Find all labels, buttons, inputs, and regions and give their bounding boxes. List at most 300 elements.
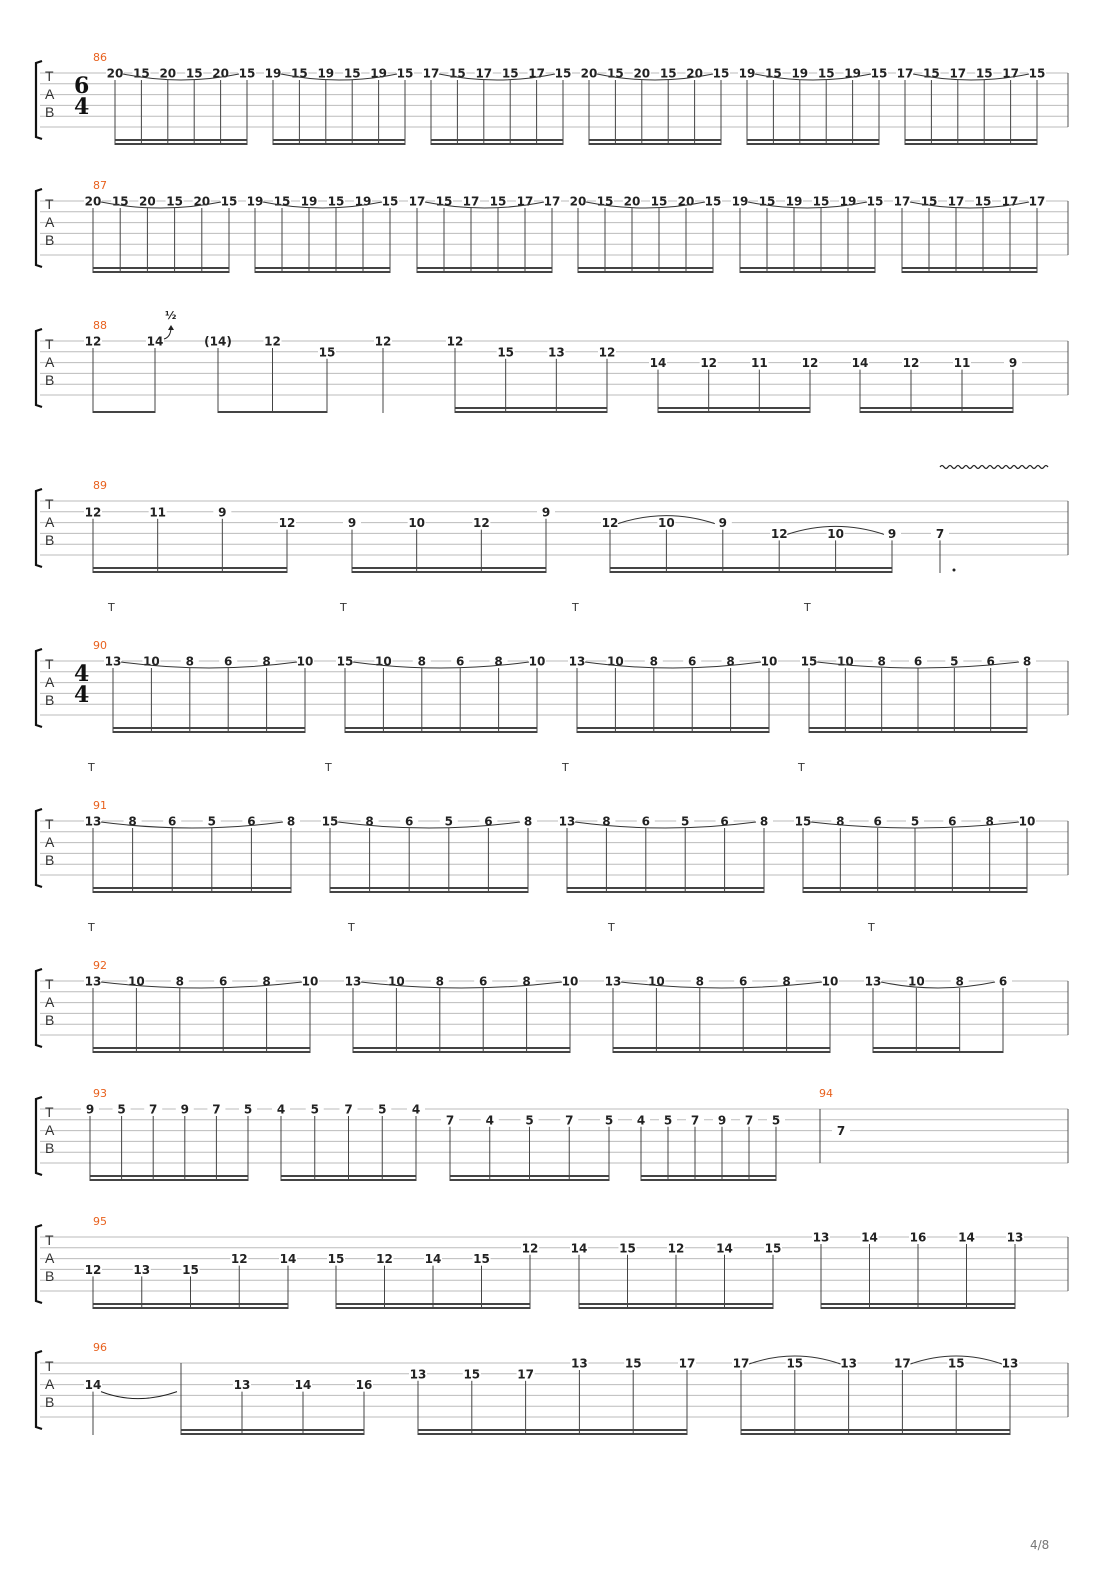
tab-clef-letter: B [45, 1268, 55, 1284]
fret-number: 8 [522, 974, 531, 989]
tab-clef-letter: A [45, 354, 55, 370]
fret-number: 4 [485, 1113, 494, 1128]
beam [641, 1179, 776, 1181]
fret-number: 16 [355, 1378, 373, 1393]
beam [255, 271, 390, 273]
fret-number: 14 [716, 1241, 733, 1256]
fret-number: 8 [695, 974, 704, 989]
measure-number: 87 [93, 179, 107, 192]
fret-number: 8 [602, 814, 611, 829]
beam [93, 271, 229, 273]
beam [353, 1047, 570, 1049]
tab-clef-letter: A [45, 994, 55, 1010]
beam [273, 143, 405, 145]
beam [455, 411, 607, 413]
beam [610, 571, 892, 573]
beam [281, 1175, 416, 1177]
tab-clef-letter: T [45, 1104, 54, 1120]
fret-number: 15 [812, 194, 830, 209]
beam [93, 1051, 310, 1053]
fret-number: 15 [435, 194, 453, 209]
fret-number: 15 [596, 194, 614, 209]
fret-number: 12 [376, 1252, 393, 1267]
fret-number: 20 [677, 194, 695, 209]
fret-number: 15 [185, 66, 203, 81]
fret-number: 17 [678, 1356, 696, 1371]
beam [93, 1307, 288, 1309]
fret-number: 14 [279, 1252, 297, 1267]
fret-number: 12 [770, 526, 788, 541]
fret-number: 10 [143, 654, 160, 669]
tab-clef-letter: B [45, 1140, 55, 1156]
tap-marker: T [798, 761, 805, 774]
fret-number: 20 [159, 66, 177, 81]
fret-number: 9 [717, 1113, 727, 1128]
fret-number: 12 [598, 345, 616, 360]
beam [902, 267, 1037, 269]
fret-number: 8 [286, 814, 296, 829]
fret-number: 14 [294, 1378, 312, 1393]
tap-marker: T [348, 921, 355, 934]
fret-number: 7 [212, 1102, 221, 1117]
fret-number: 15 [704, 194, 722, 209]
vibrato-mark [940, 466, 1048, 469]
fret-number: 15 [870, 66, 888, 81]
beam [821, 1307, 1015, 1309]
beam [345, 731, 537, 733]
fret-number: 6 [456, 654, 465, 669]
fret-number: 17 [422, 66, 440, 81]
beam [613, 1047, 830, 1049]
fret-number: 12 [84, 505, 102, 520]
fret-number: 7 [690, 1113, 700, 1128]
tab-clef-letter: A [45, 214, 55, 230]
fret-number: 6 [986, 654, 995, 669]
fret-number: 20 [212, 66, 229, 81]
beam [113, 727, 305, 729]
fret-number: 9 [887, 526, 897, 541]
fret-number: 5 [771, 1113, 781, 1128]
bend-amount: ½ [165, 309, 177, 322]
fret-number: 17 [517, 1367, 534, 1382]
beam [352, 571, 546, 573]
beam [589, 143, 721, 145]
measure-number: 93 [93, 1087, 107, 1100]
tab-clef-letter: B [45, 232, 55, 248]
fret-number: 13 [1001, 1356, 1019, 1371]
fret-number: 14 [570, 1241, 588, 1256]
fret-number: 15 [463, 1367, 481, 1382]
beam [905, 143, 1037, 145]
fret-number: 13 [604, 974, 622, 989]
beam [450, 1175, 609, 1177]
fret-number: 10 [528, 654, 546, 669]
fret-number: 5 [663, 1113, 673, 1128]
beam [902, 271, 1037, 273]
fret-number: 4 [276, 1102, 286, 1117]
fret-number: 15 [800, 654, 818, 669]
fret-number: 14 [84, 1378, 102, 1393]
fret-number: 16 [909, 1230, 927, 1245]
beam [417, 267, 552, 269]
beam [578, 267, 713, 269]
beam [747, 143, 879, 145]
fret-number: 19 [264, 66, 282, 81]
fret-number: 8 [435, 974, 444, 989]
measure-number: 96 [93, 1341, 107, 1354]
fret-number: 20 [569, 194, 587, 209]
fret-number: 15 [764, 1241, 782, 1256]
fret-number: 15 [786, 1356, 804, 1371]
beam [93, 567, 287, 569]
fret-number: 13 [864, 974, 882, 989]
fret-number: 7 [744, 1113, 754, 1128]
fret-number: 13 [1006, 1230, 1024, 1245]
fret-number: 8 [128, 814, 137, 829]
fret-number: (14) [204, 334, 232, 349]
beam [418, 1429, 687, 1431]
fret-number: 10 [760, 654, 778, 669]
fret-number: 15 [327, 194, 345, 209]
beam [181, 1433, 364, 1435]
fret-number: 15 [343, 66, 361, 81]
fret-number: 11 [953, 356, 971, 371]
fret-number: 15 [336, 654, 354, 669]
fret-number: 15 [321, 814, 339, 829]
tab-clef-letter: A [45, 1376, 55, 1392]
fret-number: 6 [224, 654, 233, 669]
time-signature-numerator: 6 [74, 73, 90, 99]
beam [578, 271, 713, 273]
fret-number: 15 [182, 1262, 199, 1277]
fret-number: 17 [894, 1356, 911, 1371]
fret-number: 20 [623, 194, 641, 209]
fret-number: 14 [424, 1252, 442, 1267]
fret-number: 14 [861, 1230, 878, 1245]
fret-number: 20 [193, 194, 211, 209]
beam [821, 1303, 1015, 1305]
tap-marker: T [572, 601, 579, 614]
fret-number: 17 [475, 66, 493, 81]
fret-number: 8 [836, 814, 845, 829]
fret-number: 15 [318, 345, 336, 360]
fret-number: 4 [411, 1102, 421, 1117]
beam [90, 1179, 248, 1181]
beam [93, 571, 287, 573]
fret-number: 6 [720, 814, 729, 829]
slur [881, 982, 995, 988]
measure-number: 94 [819, 1087, 833, 1100]
fret-number: 13 [104, 654, 122, 669]
tap-marker: T [88, 921, 95, 934]
fret-number: 8 [955, 974, 964, 989]
beam [336, 1307, 530, 1309]
tap-marker: T [325, 761, 332, 774]
fret-number: 13 [840, 1356, 857, 1371]
fret-number: 6 [948, 814, 957, 829]
beam [255, 267, 390, 269]
beam [336, 1303, 530, 1305]
fret-number: 8 [523, 814, 533, 829]
tap-marker: T [340, 601, 347, 614]
fret-number: 8 [877, 654, 886, 669]
dot [953, 569, 956, 572]
fret-number: 12 [446, 334, 464, 349]
fret-number: 14 [649, 356, 667, 371]
fret-number: 19 [354, 194, 372, 209]
fret-number: 7 [445, 1113, 455, 1128]
tab-clef-letter: T [45, 976, 54, 992]
beam [93, 411, 155, 413]
fret-number: 5 [950, 654, 959, 669]
fret-number: 8 [365, 814, 374, 829]
fret-number: 15 [554, 66, 572, 81]
fret-number: 15 [947, 1356, 965, 1371]
fret-number: 15 [220, 194, 238, 209]
fret-number: 19 [300, 194, 318, 209]
beam [741, 1433, 1010, 1435]
fret-number: 15 [975, 66, 993, 81]
fret-number: 15 [273, 194, 291, 209]
fret-number: 15 [111, 194, 129, 209]
tab-clef-letter: A [45, 1250, 55, 1266]
fret-number: 13 [409, 1367, 427, 1382]
beam [281, 1179, 416, 1181]
fret-number: 20 [686, 66, 703, 81]
beam [740, 267, 875, 269]
fret-number: 12 [278, 516, 296, 531]
measure-number: 89 [93, 479, 107, 492]
tap-marker: T [108, 601, 115, 614]
fret-number: 13 [812, 1230, 830, 1245]
fret-number: 15 [1028, 66, 1046, 81]
fret-number: 11 [750, 356, 768, 371]
fret-number: 4 [636, 1113, 646, 1128]
fret-number: 12 [601, 516, 619, 531]
fret-number: 10 [827, 526, 844, 541]
fret-number: 9 [541, 505, 551, 520]
fret-number: 10 [296, 654, 314, 669]
fret-number: 15 [489, 194, 507, 209]
fret-number: 5 [681, 814, 690, 829]
tab-clef-letter: B [45, 372, 55, 388]
beam [93, 267, 229, 269]
fret-number: 12 [801, 356, 819, 371]
fret-number: 13 [233, 1378, 251, 1393]
tab-clef-letter: T [45, 1232, 54, 1248]
fret-number: 9 [718, 516, 727, 531]
beam [330, 891, 528, 893]
beam [93, 887, 291, 889]
fret-number: 8 [1022, 654, 1032, 669]
tab-clef-letter: T [45, 336, 54, 352]
fret-number: 19 [785, 194, 803, 209]
tab-clef-letter: A [45, 674, 55, 690]
fret-number: 15 [501, 66, 519, 81]
fret-number: 15 [619, 1241, 636, 1256]
fret-number: 15 [794, 814, 812, 829]
tab-clef-letter: T [45, 1358, 54, 1374]
fret-number: 14 [146, 334, 164, 349]
fret-number: 9 [180, 1102, 189, 1117]
fret-number: 17 [462, 194, 480, 209]
fret-number: 19 [246, 194, 264, 209]
fret-number: 17 [1028, 194, 1046, 209]
tab-clef-letter: B [45, 104, 55, 120]
fret-number: 20 [580, 66, 598, 81]
fret-number: 9 [218, 505, 227, 520]
measure-number: 90 [93, 639, 107, 652]
fret-number: 6 [913, 654, 923, 669]
fret-number: 12 [230, 1252, 248, 1267]
fret-number: 12 [84, 334, 102, 349]
fret-number: 15 [765, 66, 782, 81]
fret-number: 8 [175, 974, 184, 989]
tab-clef-letter: B [45, 1394, 55, 1410]
fret-number: 19 [839, 194, 857, 209]
fret-number: 15 [920, 194, 938, 209]
tab-clef-letter: B [45, 692, 55, 708]
time-signature-denominator: 4 [74, 94, 90, 120]
tap-marker: T [562, 761, 569, 774]
fret-number: 17 [1002, 66, 1019, 81]
fret-number: 6 [688, 654, 697, 669]
fret-number: 6 [405, 814, 414, 829]
fret-number: 10 [561, 974, 579, 989]
fret-number: 20 [139, 194, 156, 209]
beam [873, 1047, 960, 1049]
beam [345, 727, 537, 729]
fret-number: 15 [133, 66, 150, 81]
beam [455, 407, 607, 409]
beam [115, 139, 247, 141]
fret-number: 17 [1001, 194, 1019, 209]
fret-number: 10 [1018, 814, 1036, 829]
fret-number: 15 [607, 66, 624, 81]
fret-number: 10 [128, 974, 145, 989]
fret-number: 13 [571, 1356, 588, 1371]
fret-number: 6 [873, 814, 882, 829]
fret-number: 5 [910, 814, 920, 829]
tab-clef-letter: A [45, 834, 55, 850]
beam [418, 1433, 687, 1435]
fret-number: 6 [739, 974, 748, 989]
measure-number: 92 [93, 959, 107, 972]
tap-marker: T [88, 761, 95, 774]
fret-number: 17 [732, 1356, 750, 1371]
fret-number: 9 [85, 1102, 95, 1117]
measure-number: 86 [93, 51, 107, 64]
fret-number: 8 [649, 654, 658, 669]
fret-number: 15 [381, 194, 399, 209]
fret-number: 13 [344, 974, 362, 989]
fret-number: 17 [408, 194, 426, 209]
beam [352, 567, 546, 569]
beam [417, 271, 552, 273]
fret-number: 5 [117, 1102, 126, 1117]
fret-number: 7 [149, 1102, 158, 1117]
fret-number: 14 [958, 1230, 975, 1245]
fret-number: 5 [525, 1113, 534, 1128]
fret-number: 13 [558, 814, 576, 829]
fret-number: 10 [658, 516, 675, 531]
fret-number: 8 [417, 654, 426, 669]
fret-number: 6 [641, 814, 650, 829]
beam [567, 887, 764, 889]
fret-number: 13 [133, 1262, 151, 1277]
tab-clef-letter: T [45, 68, 54, 84]
beam [90, 1175, 248, 1177]
fret-number: 6 [998, 974, 1008, 989]
tab-clef-letter: A [45, 1122, 55, 1138]
fret-number: 10 [907, 974, 925, 989]
tab-clef-letter: B [45, 1012, 55, 1028]
fret-number: 5 [378, 1102, 387, 1117]
fret-number: 7 [836, 1124, 846, 1139]
fret-number: 15 [650, 194, 668, 209]
tab-clef-letter: T [45, 196, 54, 212]
time-signature-denominator: 4 [74, 682, 90, 708]
fret-number: 8 [262, 974, 271, 989]
fret-number: 20 [84, 194, 102, 209]
fret-number: 19 [731, 194, 749, 209]
beam [330, 887, 528, 889]
fret-number: 8 [494, 654, 503, 669]
beam [803, 891, 1027, 893]
tab-clef-letter: B [45, 532, 55, 548]
fret-number: 17 [528, 66, 545, 81]
fret-number: 19 [317, 66, 335, 81]
fret-number: 10 [821, 974, 839, 989]
fret-number: 20 [106, 66, 124, 81]
beam [93, 891, 291, 893]
fret-number: 15 [497, 345, 515, 360]
fret-number: 17 [947, 194, 965, 209]
fret-number: 7 [935, 526, 945, 541]
fret-number: 15 [291, 66, 308, 81]
fret-number: 15 [166, 194, 183, 209]
fret-number: 15 [758, 194, 776, 209]
fret-number: 20 [633, 66, 651, 81]
fret-number: 9 [1008, 356, 1018, 371]
fret-number: 13 [547, 345, 565, 360]
beam [450, 1179, 609, 1181]
fret-number: 15 [659, 66, 677, 81]
beam [589, 139, 721, 141]
beam [115, 143, 247, 145]
beam [273, 139, 405, 141]
tab-clef-letter: T [45, 496, 54, 512]
fret-number: 10 [301, 974, 319, 989]
fret-number: 6 [168, 814, 177, 829]
fret-number: 13 [568, 654, 586, 669]
beam [905, 139, 1037, 141]
beam [353, 1051, 570, 1053]
beam [93, 1047, 310, 1049]
beam [860, 411, 1013, 413]
tap-marker: T [804, 601, 811, 614]
fret-number: 12 [667, 1241, 685, 1256]
fret-number: 13 [84, 814, 102, 829]
fret-number: 5 [243, 1102, 253, 1117]
beam [873, 1051, 1003, 1053]
beam [809, 727, 1027, 729]
fret-number: 10 [836, 654, 854, 669]
beam [218, 411, 327, 413]
beam [577, 731, 769, 733]
beam [613, 1051, 830, 1053]
beam [577, 727, 769, 729]
